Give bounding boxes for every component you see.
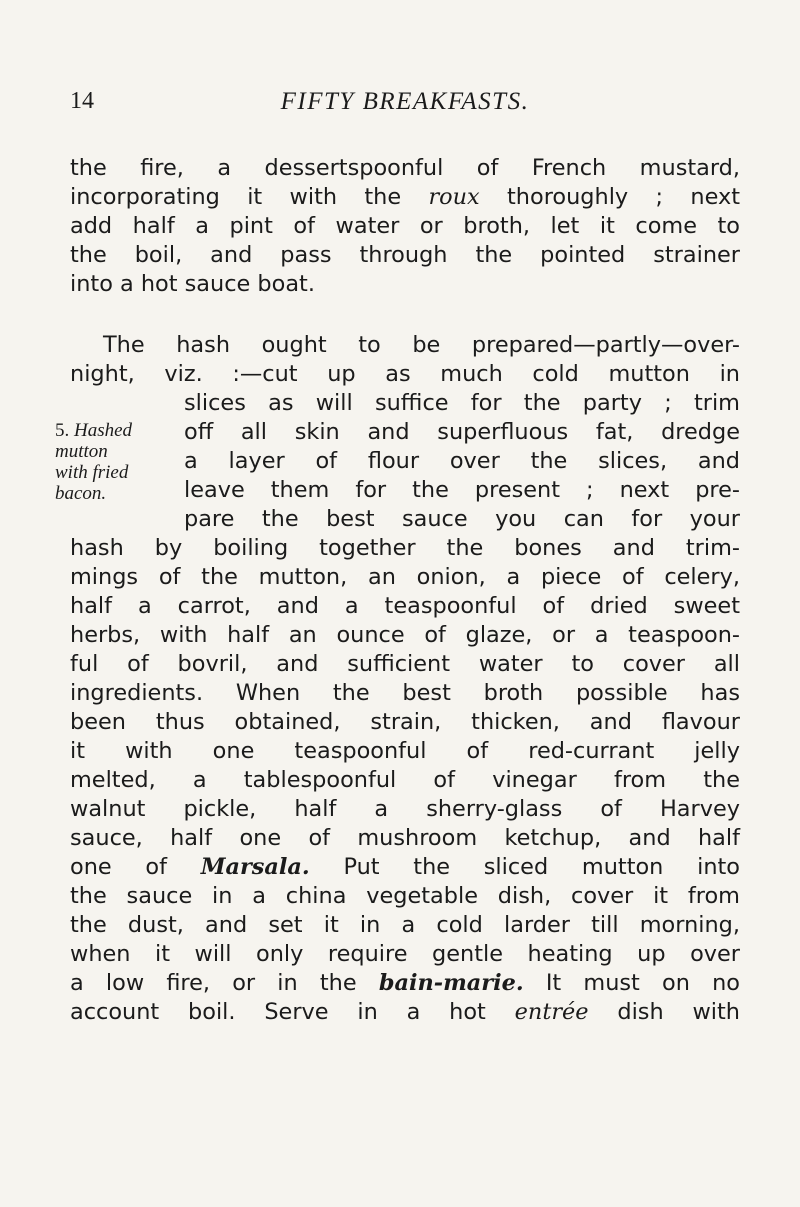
running-head [70, 88, 740, 128]
text-line: it with one teaspoonful of red-currant jelly [70, 738, 740, 764]
margin-note-line: 5. Hashed [55, 420, 133, 441]
text-line: a low fire, or in the bain-marie. It must on no [70, 970, 740, 996]
text-line: herbs, with half an ounce of glaze, or a teaspoon- [70, 622, 740, 648]
page-number: 14 [70, 88, 94, 114]
margin-note-line: bacon. [55, 483, 107, 504]
text-line: a layer of flour over the slices, and [184, 448, 740, 474]
text-line: ingredients. When the best broth possible has [70, 680, 740, 706]
text-line: the dust, and set it in a cold larder till morning, [70, 912, 740, 938]
text-line: mings of the mutton, an onion, a piece of celery, [70, 564, 740, 590]
text-line: hash by boiling together the bones and trim- [70, 535, 740, 561]
text-line: melted, a tablespoonful of vinegar from the [70, 767, 740, 793]
text-line: sauce, half one of mushroom ketchup, and half [70, 825, 740, 851]
text-line: add half a pint of water or broth, let it come to [70, 213, 740, 239]
running-title: FIFTY BREAKFASTS. [280, 88, 530, 115]
text-line: pare the best sauce you can for your [184, 506, 740, 532]
text-line: half a carrot, and a teaspoonful of dried sweet [70, 593, 740, 619]
margin-note [55, 420, 180, 504]
text-line: slices as will suffice for the party ; trim [184, 390, 740, 416]
text-line: when it will only require gentle heating up over [70, 941, 740, 967]
text-line: walnut pickle, half a sherry-glass of Harvey [70, 796, 740, 822]
text-line: one of Marsala. Put the sliced mutton into [70, 854, 740, 880]
text-line: the boil, and pass through the pointed strainer [70, 242, 740, 268]
text-line: into a hot sauce boat. [70, 271, 315, 297]
text-line: off all skin and superfluous fat, dredge [184, 419, 740, 445]
text-line: ful of bovril, and sufficient water to cover all [70, 651, 740, 677]
text-line: account boil. Serve in a hot entrée dish with [70, 999, 740, 1025]
margin-note-line: mutton [55, 441, 108, 462]
text-line: The hash ought to be prepared—partly—over- [103, 332, 740, 358]
text-line: night, viz. :—cut up as much cold mutton in [70, 361, 740, 387]
text-line: leave them for the present ; next pre- [184, 477, 740, 503]
text-line: incorporating it with the roux thoroughly ; next [70, 184, 740, 210]
text-line: been thus obtained, strain, thicken, and flavour [70, 709, 740, 735]
text-line: the fire, a dessertspoonful of French mustard, [70, 155, 740, 181]
margin-note-line: with fried [55, 462, 129, 483]
text-line: the sauce in a china vegetable dish, cover it from [70, 883, 740, 909]
